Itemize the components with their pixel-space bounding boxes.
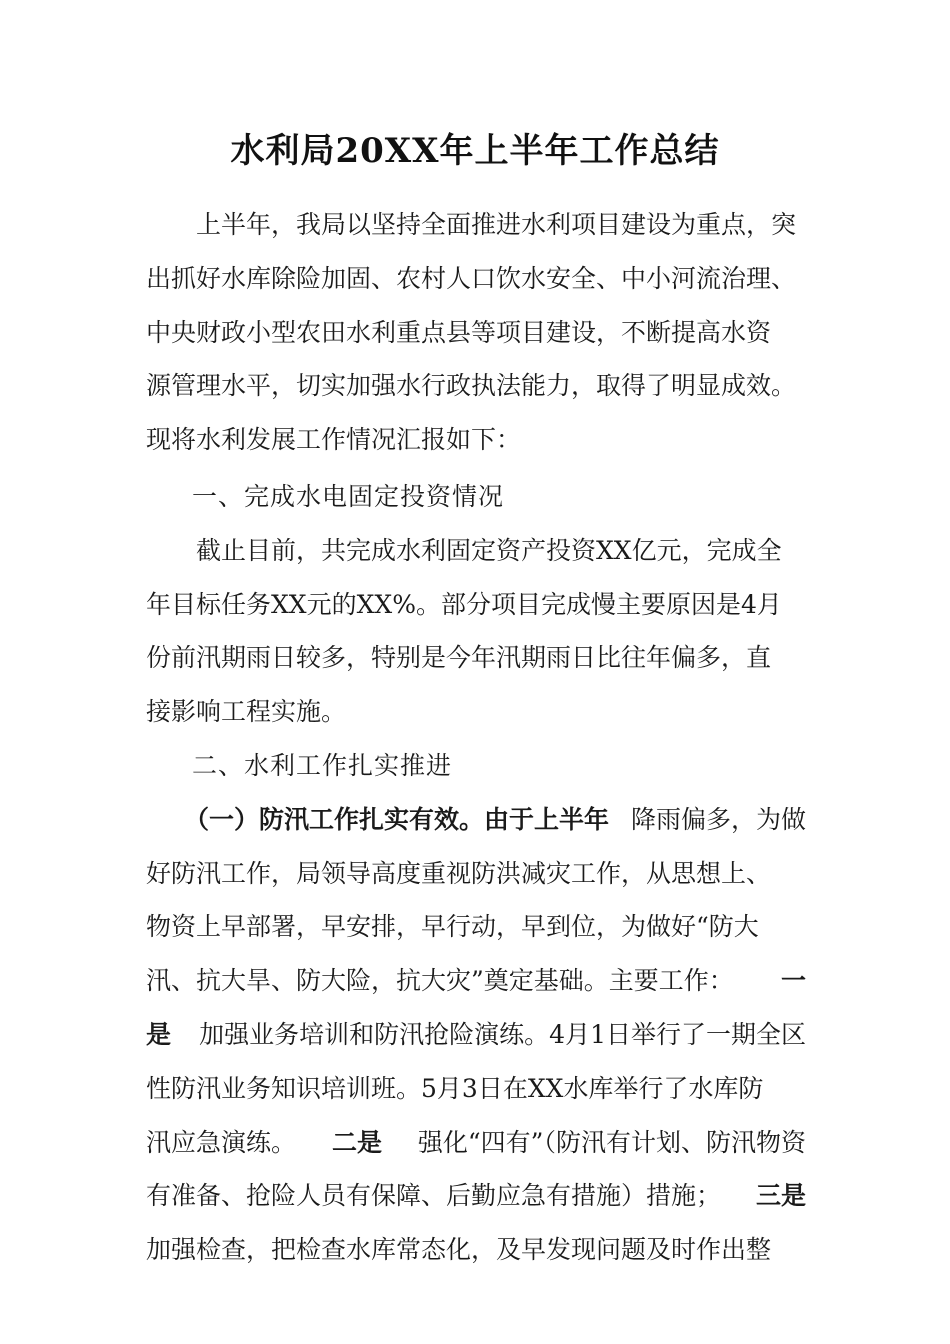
section-heading	[146, 477, 806, 531]
paragraph-line	[146, 961, 806, 1015]
text-run: 加强检查，把检查水库常态化，及早发现问题及时作出整	[146, 1235, 772, 1265]
text-run: 截止目前，共完成水利固定资产投资XX亿元，完成全	[196, 535, 782, 565]
paragraph-line	[146, 638, 806, 692]
paragraph-line	[146, 1123, 806, 1177]
text-run: 性防汛业务知识培训班。5月3日在XX水库举行了水库防	[146, 1073, 764, 1103]
text-run: 份前汛期雨日较多，特别是今年汛期雨日比往年偏多，直	[146, 643, 772, 673]
paragraph-line	[146, 1069, 806, 1123]
text-run: 汛应急演练。	[146, 1127, 297, 1157]
text-run: 现将水利发展工作情况汇报如下：	[146, 425, 522, 455]
text-run: 中央财政小型农田水利重点县等项目建设，不断提高水资	[146, 317, 772, 347]
bold-run: 是	[146, 1019, 172, 1049]
document-title: 水利局20XX年上半年工作总结	[230, 131, 720, 171]
text-run: 降雨偏多，为做	[630, 804, 806, 834]
paragraph-line	[146, 420, 806, 474]
paragraph-line	[146, 585, 806, 639]
section-heading-text: 一、完成水电固定投资情况	[192, 481, 505, 511]
paragraph-line	[146, 259, 806, 313]
text-run: 接影响工程实施。	[146, 697, 347, 727]
bold-run: 三是	[755, 1181, 806, 1211]
bold-run: （一）防汛工作扎实有效。由于上半年	[184, 804, 610, 834]
paragraph-line	[146, 800, 806, 854]
paragraph-line	[146, 366, 806, 420]
bold-run: 一	[780, 966, 806, 996]
text-run: 加强业务培训和防汛抢险演练。4月1日举行了一期全区	[199, 1019, 806, 1049]
paragraph-line	[146, 854, 806, 908]
text-run: 汛、抗大旱、防大险，抗大灾”奠定基础。主要工作：	[146, 966, 734, 996]
paragraph-line	[146, 1230, 806, 1284]
paragraph-line	[146, 1015, 806, 1069]
bold-run: 二是	[331, 1127, 382, 1157]
paragraph-line	[146, 313, 806, 367]
paragraph-line	[146, 1176, 806, 1230]
paragraph-line	[146, 205, 806, 259]
section-heading	[146, 746, 806, 800]
text-run: 物资上早部署，早安排，早行动，早到位，为做好“防大	[146, 912, 759, 942]
text-run: 强化“四有”（防汛有计划、防汛物资	[417, 1127, 806, 1157]
document-body	[146, 205, 806, 1284]
paragraph-line	[146, 907, 806, 961]
text-run: 好防汛工作，局领导高度重视防洪减灾工作，从思想上、	[146, 858, 772, 888]
text-run: 出抓好水库除险加固、农村人口饮水安全、中小河流治理、	[146, 263, 797, 293]
text-run: 年目标任务XX元的XX%。部分项目完成慢主要原因是4月	[146, 589, 782, 619]
text-run: 有准备、抢险人员有保障、后勤应急有措施）措施；	[146, 1181, 722, 1211]
paragraph-line	[146, 531, 806, 585]
text-run: 上半年，我局以坚持全面推进水利项目建设为重点，突	[196, 210, 797, 239]
paragraph-line	[146, 692, 806, 746]
text-run: 源管理水平，切实加强水行政执法能力，取得了明显成效。	[146, 371, 797, 401]
section-heading-text: 二、水利工作扎实推进	[192, 750, 453, 780]
